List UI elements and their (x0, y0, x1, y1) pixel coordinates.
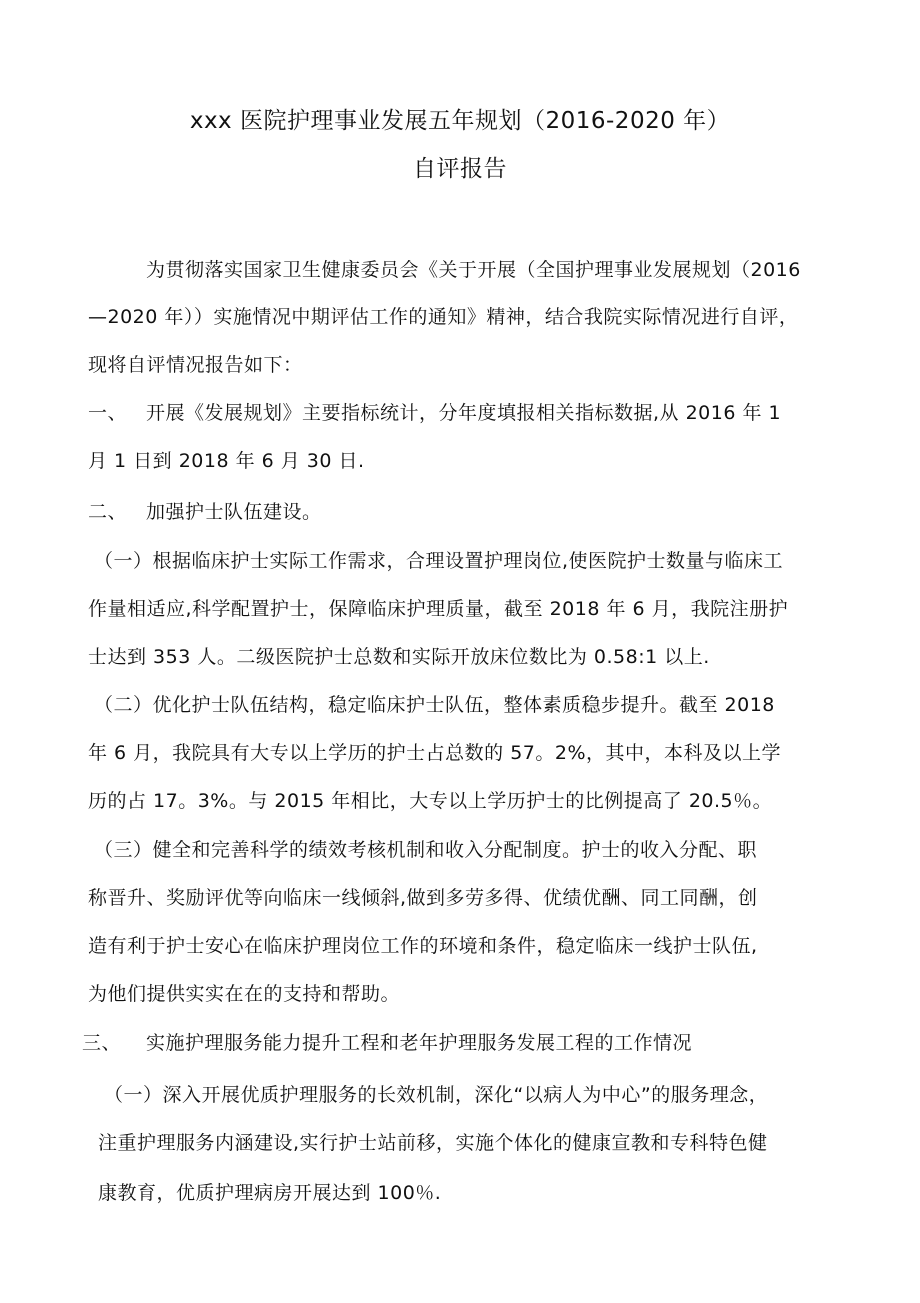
section2-item2-line: 历的占 17。3%。与 2015 年相比，大专以上学历护士的比例提高了 20.5％。 (88, 790, 773, 812)
section3-number: 三、 (82, 1032, 122, 1054)
section2-item1-line: （一）根据临床护士实际工作需求，合理设置护理岗位,使医院护士数量与临床工 (94, 550, 784, 572)
section1-line: 开展《发展规划》主要指标统计，分年度填报相关指标数据,从 2016 年 1 (146, 402, 782, 424)
section2-item2-line: 年 6 月，我院具有大专以上学历的护士占总数的 57。2%，其中，本科及以上学 (88, 742, 782, 764)
document-title: xxx 医院护理事业发展五年规划（2016-2020 年） (189, 108, 731, 134)
intro-line: —2020 年））实施情况中期评估工作的通知》精神，结合我院实际情况进行自评， (88, 306, 799, 328)
intro-line: 现将自评情况报告如下： (88, 354, 303, 376)
section3-item1-line: 注重护理服务内涵建设,实行护士站前移，实施个体化的健康宣教和专科特色健 (98, 1132, 768, 1154)
document-subtitle: 自评报告 (413, 156, 507, 182)
section2-item2-line: （二）优化护士队伍结构，稳定临床护士队伍，整体素质稳步提升。截至 2018 (94, 694, 775, 716)
section3-heading: 实施护理服务能力提升工程和老年护理服务发展工程的工作情况 (146, 1032, 693, 1054)
section3-item1-line: （一）深入开展优质护理服务的长效机制，深化“以病人为中心”的服务理念， (104, 1084, 769, 1106)
section2-item1-line: 士达到 353 人。二级医院护士总数和实际开放床位数比为 0.58:1 以上. (88, 646, 710, 668)
section2-number: 二、 (88, 501, 128, 523)
section2-item3-line: 称晋升、奖励评优等向临床一线倾斜,做到多劳多得、优绩优酬、同工同酬，创 (88, 887, 758, 909)
section1-line: 月 1 日到 2018 年 6 月 30 日. (88, 450, 365, 472)
section2-item3-line: 造有利于护士安心在临床护理岗位工作的环境和条件，稳定临床一线护士队伍, (88, 935, 758, 957)
section2-item3-line: 为他们提供实实在在的支持和帮助。 (88, 983, 401, 1005)
section2-item3-line: （三）健全和完善科学的绩效考核机制和收入分配制度。护士的收入分配、职 (94, 839, 758, 861)
section2-item1-line: 作量相适应,科学配置护士，保障临床护理质量，截至 2018 年 6 月，我院注册护 (88, 598, 789, 620)
section2-heading: 加强护士队伍建设。 (146, 501, 322, 523)
intro-line: 为贯彻落实国家卫生健康委员会《关于开展（全国护理事业发展规划（2016 (146, 259, 801, 281)
section1-number: 一、 (88, 402, 128, 424)
section3-item1-line: 康教育，优质护理病房开展达到 100％. (98, 1182, 442, 1204)
